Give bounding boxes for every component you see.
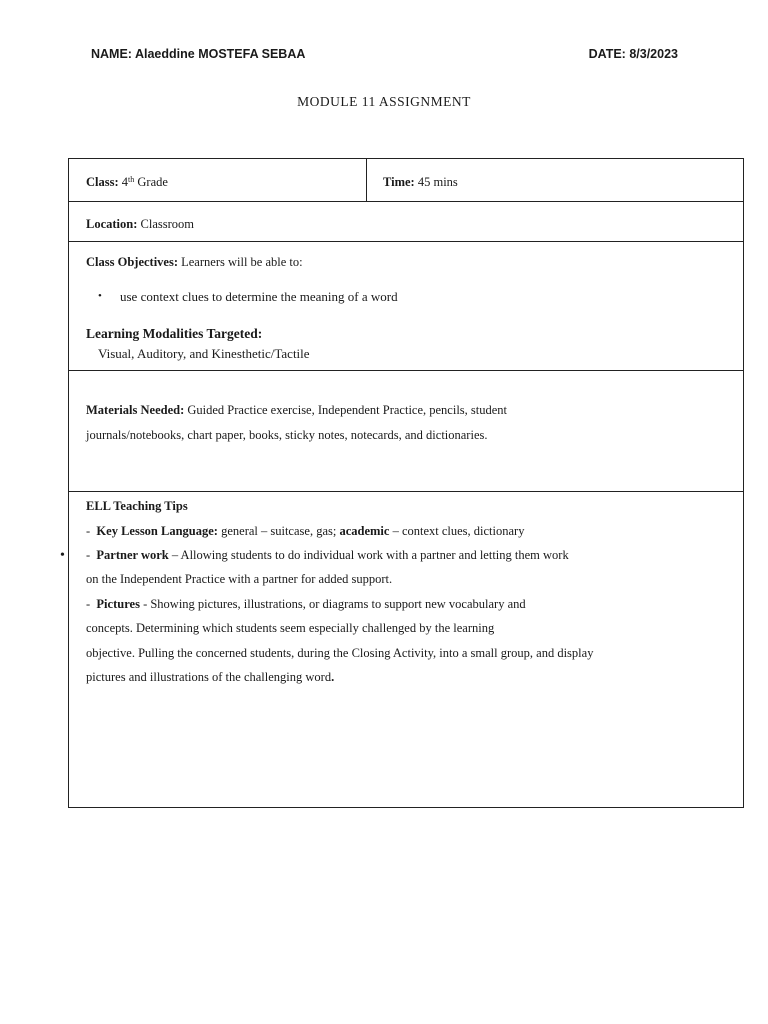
materials-line-2: journals/notebooks, chart paper, books, sticky notes, notecards, and dictionaries. xyxy=(86,428,488,442)
row-materials xyxy=(69,371,743,492)
ell-pictures-line-3: objective. Pulling the concerned students, during the Closing Activity, into a small group, and display xyxy=(86,646,594,660)
materials-label: Materials Needed: xyxy=(86,403,185,417)
materials-line-1: Guided Practice exercise, Independent Practice, pencils, student xyxy=(187,403,508,417)
ell-key-language: - Key Lesson Language: general – suitcase, gas; academic – context clues, dictionary xyxy=(86,524,525,538)
ell-pictures-line-4: pictures and illustrations of the challenging word. xyxy=(86,670,335,684)
ell-partner-work: - Partner work – Allowing students to do individual work with a partner and letting them work xyxy=(86,548,569,562)
student-name xyxy=(91,47,305,61)
row-ell-tips xyxy=(69,492,743,807)
date-value: 8/3/2023 xyxy=(629,47,678,61)
class-value-suffix: th xyxy=(128,175,135,184)
time-value: 45 mins xyxy=(417,175,458,189)
class-value-grade: Grade xyxy=(137,175,168,189)
pictures-label: Pictures xyxy=(96,597,140,611)
bullet-icon: • xyxy=(98,290,102,302)
ell-pictures-line-2: concepts. Determining which students seem especially challenged by the learning xyxy=(86,621,495,635)
objectives-label: Class Objectives: xyxy=(86,255,178,269)
time-label: Time: xyxy=(383,175,415,189)
name-value: Alaeddine MOSTEFA SEBAA xyxy=(134,47,306,61)
row-objectives xyxy=(69,242,743,371)
location-label: Location: xyxy=(86,217,138,231)
page-title: MODULE 11 ASSIGNMENT xyxy=(297,94,471,109)
class-cell xyxy=(69,159,367,201)
date-label: DATE: xyxy=(588,47,626,61)
ell-partner-work-cont: on the Independent Practice with a partner for added support. xyxy=(86,572,393,586)
ell-heading: ELL Teaching Tips xyxy=(86,499,188,513)
key-lesson-language-label: Key Lesson Language: xyxy=(96,524,218,538)
location-value: Classroom xyxy=(140,217,194,231)
row-class-time xyxy=(69,159,743,202)
name-label: NAME: xyxy=(91,47,132,61)
class-value: 4 xyxy=(121,175,129,189)
row-location xyxy=(69,202,743,242)
time-cell xyxy=(367,159,743,201)
academic-label: academic xyxy=(339,524,390,538)
class-label: Class: xyxy=(86,175,119,189)
stray-bullet: • xyxy=(60,548,65,563)
modalities-label: Learning Modalities Targeted: xyxy=(86,326,263,341)
modalities-value: Visual, Auditory, and Kinesthetic/Tactile xyxy=(98,346,310,361)
objectives-intro: Learners will be able to: xyxy=(181,255,303,269)
ell-pictures: - Pictures - Showing pictures, illustrations, or diagrams to support new vocabulary and xyxy=(86,597,526,611)
objective-item: use context clues to determine the meaning of a word xyxy=(120,289,398,304)
partner-work-label: Partner work xyxy=(96,548,169,562)
lesson-plan-table xyxy=(68,158,744,808)
assignment-date xyxy=(589,47,678,61)
